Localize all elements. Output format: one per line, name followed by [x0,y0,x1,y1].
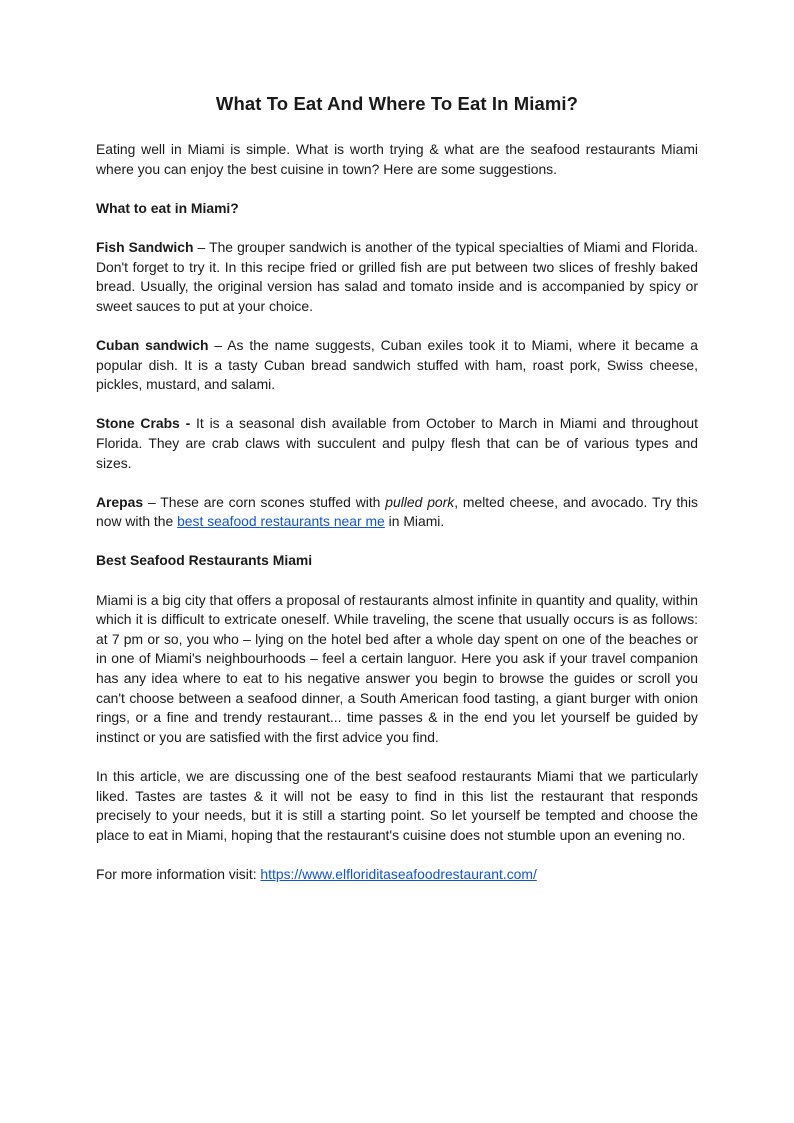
section-heading-best-seafood: Best Seafood Restaurants Miami [96,552,313,569]
page-title: What To Eat And Where To Eat In Miami? [215,93,579,114]
cuban-sandwich-term: Cuban sandwich [96,336,209,353]
best-seafood-restaurants-link[interactable]: best seafood restaurants near me [177,513,385,530]
intro-paragraph: Eating well in Miami is simple. What is worth trying & what are the seafood restaurants Miami where you can enjoy the best cuisine in town? Here are some suggestions. [96,141,698,177]
arepas-paragraph [96,493,698,532]
stone-crabs-text: It is a seasonal dish available from October to March in Miami and throughout Florida. They are crab claws with succulent and pulpy flesh that can be of various types and sizes. [96,415,698,471]
document-page [96,92,698,904]
stone-crabs-term: Stone Crabs - [96,415,191,432]
arepas-term: Arepas [96,493,144,510]
more-info-label: For more information visit: [96,865,261,882]
cuban-sandwich-text: – As the name suggests, Cuban exiles took it to Miami, where it became a popular dish. It is a tasty Cuban bread sandwich stuffed with ham, roast pork, Swiss cheese, pickles, mustard, and salami. [96,336,698,393]
arepas-text-c: in Miami. [384,513,445,530]
arepas-italic: pulled pork [385,493,455,510]
fish-sandwich-paragraph [96,238,698,316]
website-link[interactable]: https://www.elfloriditaseafoodrestaurant.com/ [260,865,537,882]
more-info-paragraph [96,865,698,885]
arepas-text-a: – These are corn scones stuffed with [143,493,386,510]
article-paragraph: In this article, we are discussing one of the best seafood restaurants Miami that we particularly liked. Tastes are tastes & it will not be easy to find in this list the restaurant that responds precisely to your needs, but it is still a starting point. So let yourself be tempted and choose the place to eat in Miami, hoping that the restaurant's cuisine does not stumble upon an evening no. [96,768,698,843]
section-heading-what-to-eat: What to eat in Miami? [96,199,239,216]
arepas-text-b: , melted cheese, and avocado. Try this now with the [96,493,698,530]
big-city-paragraph: Miami is a big city that offers a proposal of restaurants almost infinite in quantity and quality, within which it is difficult to extricate oneself. While traveling, the scene that usually occurs is as follows: at 7 pm or so, you who – lying on the hotel bed after a whole day spent on one of the beaches or in one of Miami's neighbourhoods – feel a certain languor. Here you ask if your travel companion has any idea where to eat to his negative answer you begin to browse the guides or scroll you can't choose between a seafood dinner, a South American food tasting, a giant burger with onion rings, or a fine and trendy restaurant... time passes & in the end you let yourself be guided by instinct or you are satisfied with the first advice you find. [96,591,698,745]
fish-sandwich-text: – The grouper sandwich is another of the typical specialties of Miami and Florida. Don't forget to try it. In this recipe fried or grilled fish are put between two slices of freshly baked bread. Usually, the original version has salad and tomato inside and is accompanied by spicy or sweet sauces to put at your choice. [96,238,699,314]
cuban-sandwich-paragraph [96,336,698,395]
fish-sandwich-term: Fish Sandwich [96,238,194,255]
stone-crabs-paragraph [96,414,698,473]
